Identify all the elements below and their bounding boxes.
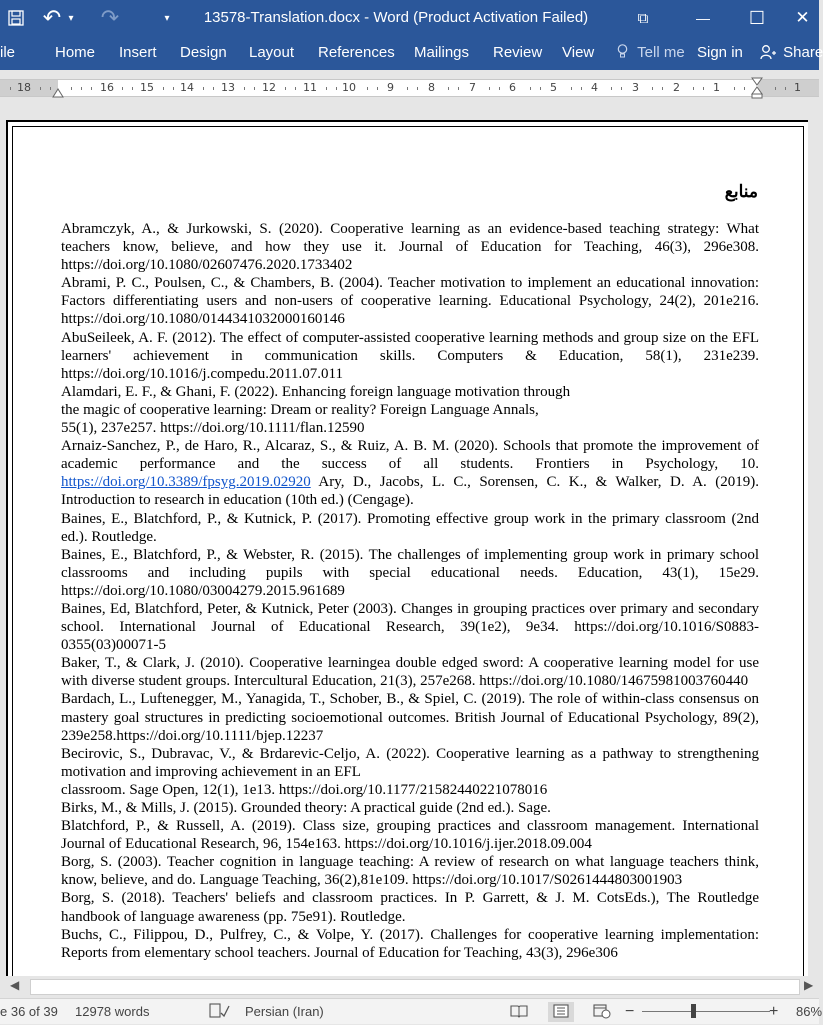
ruler-label: 8 <box>428 81 435 94</box>
tab-home[interactable]: Home <box>55 44 96 61</box>
zoom-slider[interactable] <box>642 1011 770 1012</box>
customize-quick-access-icon[interactable]: ▾ <box>164 12 170 24</box>
web-layout-icon[interactable] <box>593 999 611 1025</box>
reference-entry: Baines, Ed, Blatchford, Peter, & Kutnick, Peter (2003). Changes in grouping practices over primary and secondary school. International Journal of Educational Research, 39(1e2), 9e34. https://doi.org/10.1016/S0883-0355(03)00071-5 <box>61 600 759 654</box>
ruler-label: 16 <box>100 81 114 94</box>
ruler-label: 14 <box>180 81 194 94</box>
language-indicator[interactable]: Persian (Iran) <box>245 1004 324 1019</box>
tab-view[interactable]: View <box>562 44 595 61</box>
zoom-slider-thumb[interactable] <box>691 1004 696 1018</box>
undo-dropdown-icon[interactable]: ▾ <box>68 12 74 24</box>
references-heading: منابع <box>724 182 758 202</box>
save-icon[interactable] <box>2 6 30 30</box>
share-label: Share <box>783 44 823 61</box>
reference-entry: the magic of cooperative learning: Dream or reality? Foreign Language Annals, <box>61 401 539 418</box>
redo-icon[interactable]: ↷ <box>100 5 120 30</box>
tell-me-search[interactable] <box>617 36 685 70</box>
tab-layout[interactable]: Layout <box>249 44 295 61</box>
person-icon <box>760 44 780 61</box>
ruler-label: 7 <box>469 81 476 94</box>
reference-entry: classroom. Sage Open, 12(1), 1e13. https://doi.org/10.1177/21582440221078016 <box>61 781 548 798</box>
scroll-right-icon[interactable]: ▶ <box>804 978 814 992</box>
reference-entry: Abramczyk, A., & Jurkowski, S. (2020). Cooperative learning as an evidence-based teaching strategy: What teachers know, believe, and how they use it. Journal of Education for Teaching, 46(3), 296e308. https://doi.org/10.1080/02607476.2020.1733402 <box>61 221 759 274</box>
tab-insert[interactable]: Insert <box>119 44 157 61</box>
lightbulb-icon <box>617 36 629 70</box>
reference-list[interactable] <box>61 220 759 962</box>
ruler-label: 5 <box>550 81 557 94</box>
undo-icon[interactable]: ↶ <box>42 5 62 30</box>
reference-entry: Abrami, P. C., Poulsen, C., & Chambers, B. (2004). Teacher motivation to implement an educational innovation: Factors differentiating users and non-users of cooperative learning. Educational Psychology, 24(2), 201e216. https://doi.org/10.1080/0144341032000160146 <box>61 275 759 328</box>
reference-entry: Baines, E., Blatchford, P., & Webster, R. (2015). The challenges of implementing group work in primary school classrooms and including pupils with special educational needs. Education, 43(1), 15e29. https://doi.org/10.1080/03004279.2015.961689 <box>61 546 759 599</box>
reference-entry: Bardach, L., Luftenegger, M., Yanagida, T., Schober, B., & Spiel, C. (2019). The role of within-class consensus on mastery goal structures in predicting socioemotional outcomes. British Journal of Educational Psychology, 89(2), 239e258.https://doi.org/10.1111/bjep.12237 <box>61 691 759 744</box>
page-count[interactable]: e 36 of 39 <box>0 1004 58 1019</box>
ruler-label: 15 <box>140 81 154 94</box>
right-indent-marker[interactable] <box>750 77 764 99</box>
ruler-label: 11 <box>303 81 317 94</box>
reference-entry: Becirovic, S., Dubravac, V., & Brdarevic-Celjo, A. (2022). Cooperative learning as a pathway to strengthening motivation and improving achievement in an EFL <box>61 745 759 780</box>
ruler-label: 9 <box>387 81 394 94</box>
window-title: 13578-Translation.docx - Word (Product Activation Failed) <box>203 9 589 26</box>
ruler-label: 10 <box>342 81 356 94</box>
left-indent-marker[interactable] <box>52 86 64 98</box>
tab-review[interactable]: Review <box>493 44 543 61</box>
document-page[interactable] <box>6 120 810 1020</box>
ruler-label: 18 <box>17 81 31 94</box>
reference-entry: Buchs, C., Filippou, D., Pulfrey, C., & Volpe, Y. (2017). Challenges for cooperative learning implementation: Reports from elementary school teachers. Journal of Education for Teaching, 43(3), 296e306 <box>61 926 759 961</box>
proofing-icon[interactable] <box>208 999 230 1025</box>
minimize-button[interactable]: — <box>696 10 710 26</box>
reference-entry: Blatchford, P., & Russell, A. (2019). Class size, grouping practices and classroom management. International Journal of Educational Research, 96, 154e163. https://doi.org/10.1016/j.ijer.2018.09.004 <box>61 818 759 853</box>
reference-entry: Borg, S. (2018). Teachers' beliefs and classroom practices. In P. Garrett, & J. M. CotsEds.), The Routledge handbook of language awareness (pp. 75e91). Routledge. <box>61 890 759 925</box>
ruler-label: 13 <box>221 81 235 94</box>
tab-mailings[interactable]: Mailings <box>414 44 470 61</box>
ruler-label: 1 <box>794 81 801 94</box>
doi-link[interactable]: https://doi.org/10.3389/fpsyg.2019.02920 <box>61 474 311 491</box>
reference-entry: Alamdari, E. F., & Ghani, F. (2022). Enhancing foreign language motivation through <box>61 383 571 400</box>
sign-in-link[interactable]: Sign in <box>697 44 743 61</box>
ruler-label: 1 <box>713 81 720 94</box>
title-bar <box>0 0 819 36</box>
reference-entry: Baker, T., & Clark, J. (2010). Cooperative learningea double edged sword: A cooperative learning model for use with diverse student groups. Intercultural Education, 21(3), 257e268. https://doi.org/10.1080/14675981003760440 <box>61 655 759 690</box>
ribbon-tabs <box>0 36 823 70</box>
zoom-in-button[interactable]: + <box>769 1003 779 1020</box>
reference-text: Arnaiz-Sanchez, P., de Haro, R., Alcaraz, S., & Ruiz, A. B. M. (2020). Schools that promote the improvement of academic performance and the success of all students. Frontiers in Psychology, 10. <box>61 438 759 473</box>
reference-entry: Borg, S. (2003). Teacher cognition in language teaching: A review of research on what language teachers think, know, believe, and do. Language Teaching, 36(2),81e109. https://doi.org/10.1017/S0261444803001903 <box>61 854 759 889</box>
ruler-margin-right <box>758 80 819 96</box>
tab-references[interactable]: References <box>318 44 395 61</box>
tab-file[interactable]: ile <box>0 44 16 61</box>
status-bar <box>0 998 823 1024</box>
scroll-track[interactable] <box>30 979 800 995</box>
tell-me-label: Tell me <box>637 44 685 61</box>
ruler-area <box>0 70 819 106</box>
reference-entry: Baines, E., Blatchford, P., & Kutnick, P. (2017). Promoting effective group work in the primary classroom (2nd ed.). Routledge. <box>61 510 759 545</box>
close-button[interactable]: ✕ <box>795 8 810 27</box>
reference-entry <box>61 437 759 509</box>
share-button[interactable] <box>760 36 823 70</box>
maximize-button[interactable]: ☐ <box>748 7 766 28</box>
ruler-label: 3 <box>632 81 639 94</box>
tab-design[interactable]: Design <box>180 44 227 61</box>
vertical-scrollbar[interactable] <box>808 120 819 976</box>
reference-text: Ary, D., Jacobs, L. C., Sorensen, C. K., & Walker, D. A. (2019). Introduction to research in education (10th ed.) (Cengage). <box>61 474 759 509</box>
zoom-out-button[interactable]: − <box>625 1003 635 1020</box>
word-count[interactable]: 12978 words <box>75 1004 150 1019</box>
reference-entry: Birks, M., & Mills, J. (2015). Grounded theory: A practical guide (2nd ed.). Sage. <box>61 800 551 816</box>
zoom-level[interactable]: 86% <box>796 1004 823 1019</box>
ribbon-display-options-icon[interactable]: ⧉ <box>637 9 649 27</box>
read-mode-icon[interactable] <box>510 999 528 1025</box>
horizontal-scrollbar[interactable] <box>0 976 819 998</box>
horizontal-ruler[interactable] <box>0 79 819 97</box>
scroll-left-icon[interactable]: ◀ <box>10 978 20 992</box>
ruler-label: 6 <box>509 81 516 94</box>
print-layout-icon[interactable] <box>548 1002 574 1022</box>
reference-entry: 55(1), 237e257. https://doi.org/10.1111/flan.12590 <box>61 420 365 437</box>
document-area[interactable] <box>0 106 819 976</box>
ruler-label: 12 <box>262 81 276 94</box>
ruler-label: 2 <box>673 81 680 94</box>
reference-entry: AbuSeileek, A. F. (2012). The effect of computer-assisted cooperative learning methods and group size on the EFL learners' achievement in communication skills. Computers & Education, 58(1), 231e239. https://doi.org/10.1016/j.compedu.2011.07.011 <box>61 329 759 382</box>
ruler-label: 4 <box>591 81 598 94</box>
